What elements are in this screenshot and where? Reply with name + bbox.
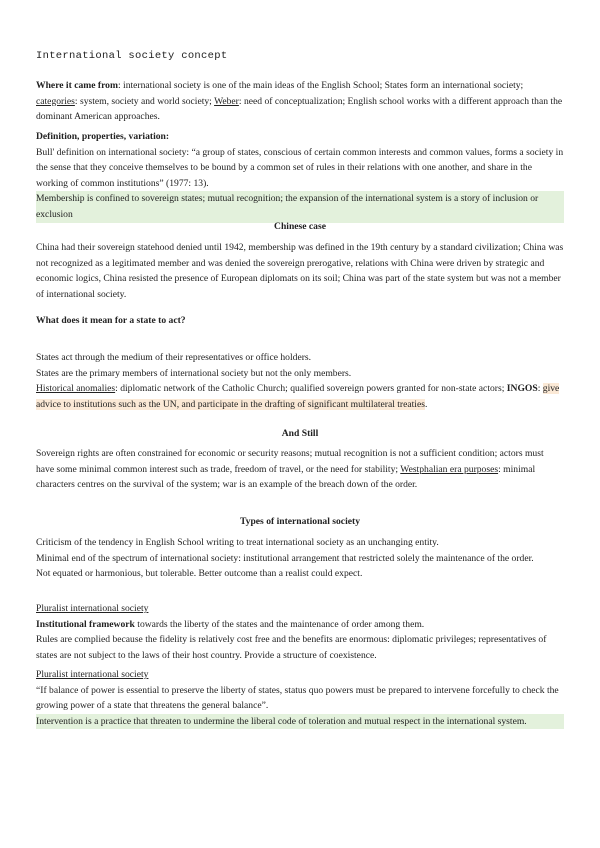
where-label: Where it came from <box>36 80 118 91</box>
definition-text: Bull' definition on international society: “a group of states, conscious of certain common interests and common values, forms a society in the sense that they conceive themselves to be bound by a common set of rules in their relations with one another, and share in the working of common institutions” (1977: 13). <box>36 146 564 189</box>
and-still-paragraph <box>36 446 564 493</box>
institutional-framework-term: Institutional framework <box>36 618 135 630</box>
state-act-line-2: States are the primary members of international society but not the only members. <box>36 367 352 379</box>
types-line-2: Minimal end of the spectrum of international society: institutional arrangement that restricted solely the maintenance of the order. <box>36 552 534 564</box>
pluralist-1-text-1: towards the liberty of the states and the maintenance of order among them. <box>134 618 425 630</box>
where-it-came-from-paragraph <box>36 78 564 125</box>
ingos-term: INGOS <box>506 383 538 395</box>
where-text-2: : system, society and world society; <box>74 95 215 107</box>
pluralist-2-quote: “If balance of power is essential to preserve the liberty of states, status quo powers must be prepared to intervene forcefully to check the growing power of a state that threatens the general balance”. <box>36 684 559 712</box>
and-still-text-2: : minimal characters centres on the survival of the system; war is an example of the breach down of the order. <box>36 463 536 491</box>
chinese-case-paragraph: China had their sovereign statehood denied until 1942, membership was defined in the 19th century by a standard civilization; China was not recognized as a legitimated member and was denied the sovereign prerogative, relations with China were driven by strategic and economic logics, China resisted the presence of European diplomats on its soil; China was part of the state system but was not a member of international society. <box>36 242 564 300</box>
types-paragraph <box>36 535 564 582</box>
ingos-highlight: give advice to institutions such as the UN, and participate in the drafting of significant multilateral treaties <box>36 383 560 410</box>
pluralist-2-highlight: Intervention is a practice that threaten to undermine the liberal code of toleration and mutual respect in the international system. <box>36 714 564 730</box>
pluralist-section-1 <box>36 601 564 663</box>
types-line-3: Not equated or harmonious, but tolerable. Better outcome than a realist could expect. <box>36 568 363 580</box>
where-text-3: : need of conceptualization; English school works with a different approach than the dominant American approaches. <box>36 95 563 123</box>
pluralist-label-2: Pluralist international society <box>36 669 149 680</box>
state-act-heading: What does it mean for a state to act? <box>36 315 186 326</box>
categories-term: categories <box>36 95 75 107</box>
state-act-line-1: States act through the medium of their representatives or office holders. <box>36 352 312 363</box>
document-title: International society concept <box>36 50 228 62</box>
state-act-end: . <box>424 398 428 410</box>
ingos-colon: : <box>537 383 543 395</box>
historical-anomalies-term: Historical anomalies <box>36 383 116 395</box>
and-still-heading: And Still <box>281 428 319 439</box>
types-heading: Types of international society <box>239 516 360 527</box>
weber-term: Weber <box>214 95 239 107</box>
westphalian-term: Westphalian era purposes <box>400 463 499 475</box>
where-text-1: : international society is one of the main ideas of the English School; States form an international society; <box>117 80 524 91</box>
pluralist-label-1: Pluralist international society <box>36 603 149 614</box>
types-line-1: Criticism of the tendency in English School writing to treat international society as an unchanging entity. <box>36 537 439 548</box>
state-act-text-1: : diplomatic network of the Catholic Church; qualified sovereign powers granted for non-state actors; <box>115 383 507 395</box>
state-act-paragraph <box>36 350 564 412</box>
and-still-text-1: Sovereign rights are often constrained for economic or security reasons; mutual recognition is not a sufficient condition; actors must have some minimal common interest such as trade, freedom of travel, or the need for stability; <box>36 448 544 475</box>
pluralist-1-text-2: Rules are complied because the fidelity is relatively cost free and the benefits are enormous: diplomatic privileges; representatives of states are not subject to the laws of their host country. Provide a structure of coexistence. <box>36 634 547 661</box>
chinese-case-heading: Chinese case <box>274 221 326 232</box>
definition-label: Definition, properties, variation: <box>36 131 170 142</box>
pluralist-section-2 <box>36 667 564 729</box>
definition-paragraph <box>36 129 564 223</box>
definition-highlight: Membership is confined to sovereign states; mutual recognition; the expansion of the international system is a story of inclusion or exclusion <box>36 191 564 222</box>
